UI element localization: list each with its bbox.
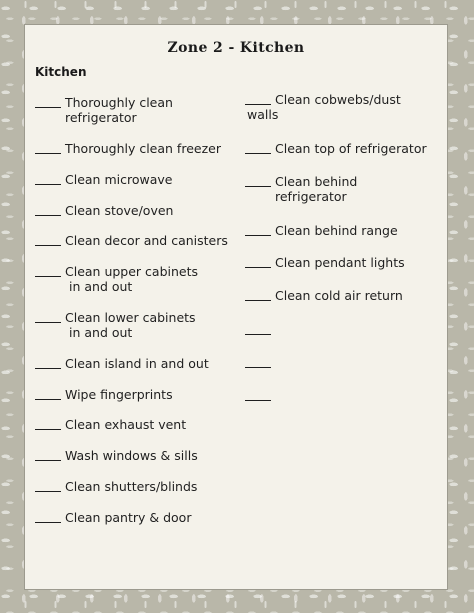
checkbox-blank[interactable]	[35, 172, 61, 185]
checklist-item-clean-pendant-lights	[245, 255, 405, 270]
checkbox-blank[interactable]	[35, 448, 61, 461]
item-label: Clean microwave	[65, 172, 173, 187]
checkbox-blank[interactable]	[245, 355, 271, 368]
checkbox-blank[interactable]	[35, 264, 61, 277]
item-label: Clean stove/oven	[65, 203, 174, 218]
item-label-cont: refrigerator	[275, 189, 347, 204]
item-label: Wash windows & sills	[65, 448, 198, 463]
checklist-item-blank-3	[245, 388, 275, 401]
item-label: Clean behind	[275, 174, 358, 189]
item-label-cont: walls	[247, 107, 279, 122]
checklist-item-blank-1	[245, 322, 275, 335]
item-label: Clean island in and out	[65, 356, 209, 371]
checkbox-blank[interactable]	[35, 387, 61, 400]
checkbox-blank[interactable]	[35, 203, 61, 216]
item-label-cont: refrigerator	[65, 110, 137, 125]
item-label: Clean cold air return	[275, 288, 403, 303]
checkbox-blank[interactable]	[245, 92, 271, 105]
checklist-item-clean-top-refrigerator	[245, 141, 427, 156]
checklist-item-clean-behind-refrigerator	[245, 174, 357, 204]
checklist-item-clean-upper-cabinets	[35, 264, 198, 294]
checkbox-blank[interactable]	[245, 174, 271, 187]
checklist-page	[24, 24, 448, 590]
checklist-item-clean-lower-cabinets	[35, 310, 196, 340]
checkbox-blank[interactable]	[35, 95, 61, 108]
checklist-item-clean-cobwebs	[245, 92, 401, 107]
checklist-item-clean-behind-range	[245, 223, 398, 238]
checkbox-blank[interactable]	[35, 510, 61, 523]
item-label: Clean cobwebs/dust	[275, 92, 401, 107]
checklist-item-clean-island	[35, 356, 209, 371]
checklist-item-clean-shutters-blinds	[35, 479, 197, 494]
section-heading: Kitchen	[35, 65, 87, 79]
checklist-item-clean-cold-air-return	[245, 288, 403, 303]
item-label: Thoroughly clean freezer	[65, 141, 221, 156]
checkbox-blank[interactable]	[245, 141, 271, 154]
checkbox-blank[interactable]	[245, 288, 271, 301]
checkbox-blank[interactable]	[245, 322, 271, 335]
item-label: Clean pantry & door	[65, 510, 192, 525]
checklist-item-clean-decor-canisters	[35, 233, 228, 248]
checkbox-blank[interactable]	[245, 388, 271, 401]
item-label: Thoroughly clean	[65, 95, 173, 110]
checkbox-blank[interactable]	[245, 255, 271, 268]
checkbox-blank[interactable]	[35, 233, 61, 246]
item-label: Clean upper cabinets	[65, 264, 199, 279]
item-label: Clean exhaust vent	[65, 417, 187, 432]
checklist-item-clean-pantry-door	[35, 510, 191, 525]
checkbox-blank[interactable]	[35, 479, 61, 492]
item-label: Clean behind range	[275, 223, 398, 238]
item-label: Clean lower cabinets	[65, 310, 196, 325]
title-text: Zone 2 - Kitchen	[167, 40, 305, 56]
checklist-item-clean-exhaust-vent	[35, 417, 186, 432]
checkbox-blank[interactable]	[35, 310, 61, 323]
item-label-cont: in and out	[69, 325, 133, 340]
checkbox-blank[interactable]	[245, 223, 271, 236]
checklist-item-clean-cobwebs-cont	[247, 107, 278, 122]
checklist-item-wipe-fingerprints	[35, 387, 173, 402]
checklist-item-clean-microwave	[35, 172, 172, 187]
item-label: Clean decor and canisters	[65, 233, 228, 248]
checklist-item-blank-2	[245, 355, 275, 368]
item-label-cont: in and out	[69, 279, 133, 294]
checklist-item-thoroughly-clean-refrigerator	[35, 95, 173, 125]
item-label: Clean pendant lights	[275, 255, 405, 270]
item-label: Clean top of refrigerator	[275, 141, 427, 156]
checklist-item-wash-windows	[35, 448, 198, 463]
checklist-item-thoroughly-clean-freezer	[35, 141, 221, 156]
checkbox-blank[interactable]	[35, 417, 61, 430]
item-label: Clean shutters/blinds	[65, 479, 198, 494]
checkbox-blank[interactable]	[35, 356, 61, 369]
checklist-item-clean-stove-oven	[35, 203, 173, 218]
item-label: Wipe fingerprints	[65, 387, 173, 402]
page-title	[25, 40, 447, 56]
checkbox-blank[interactable]	[35, 141, 61, 154]
